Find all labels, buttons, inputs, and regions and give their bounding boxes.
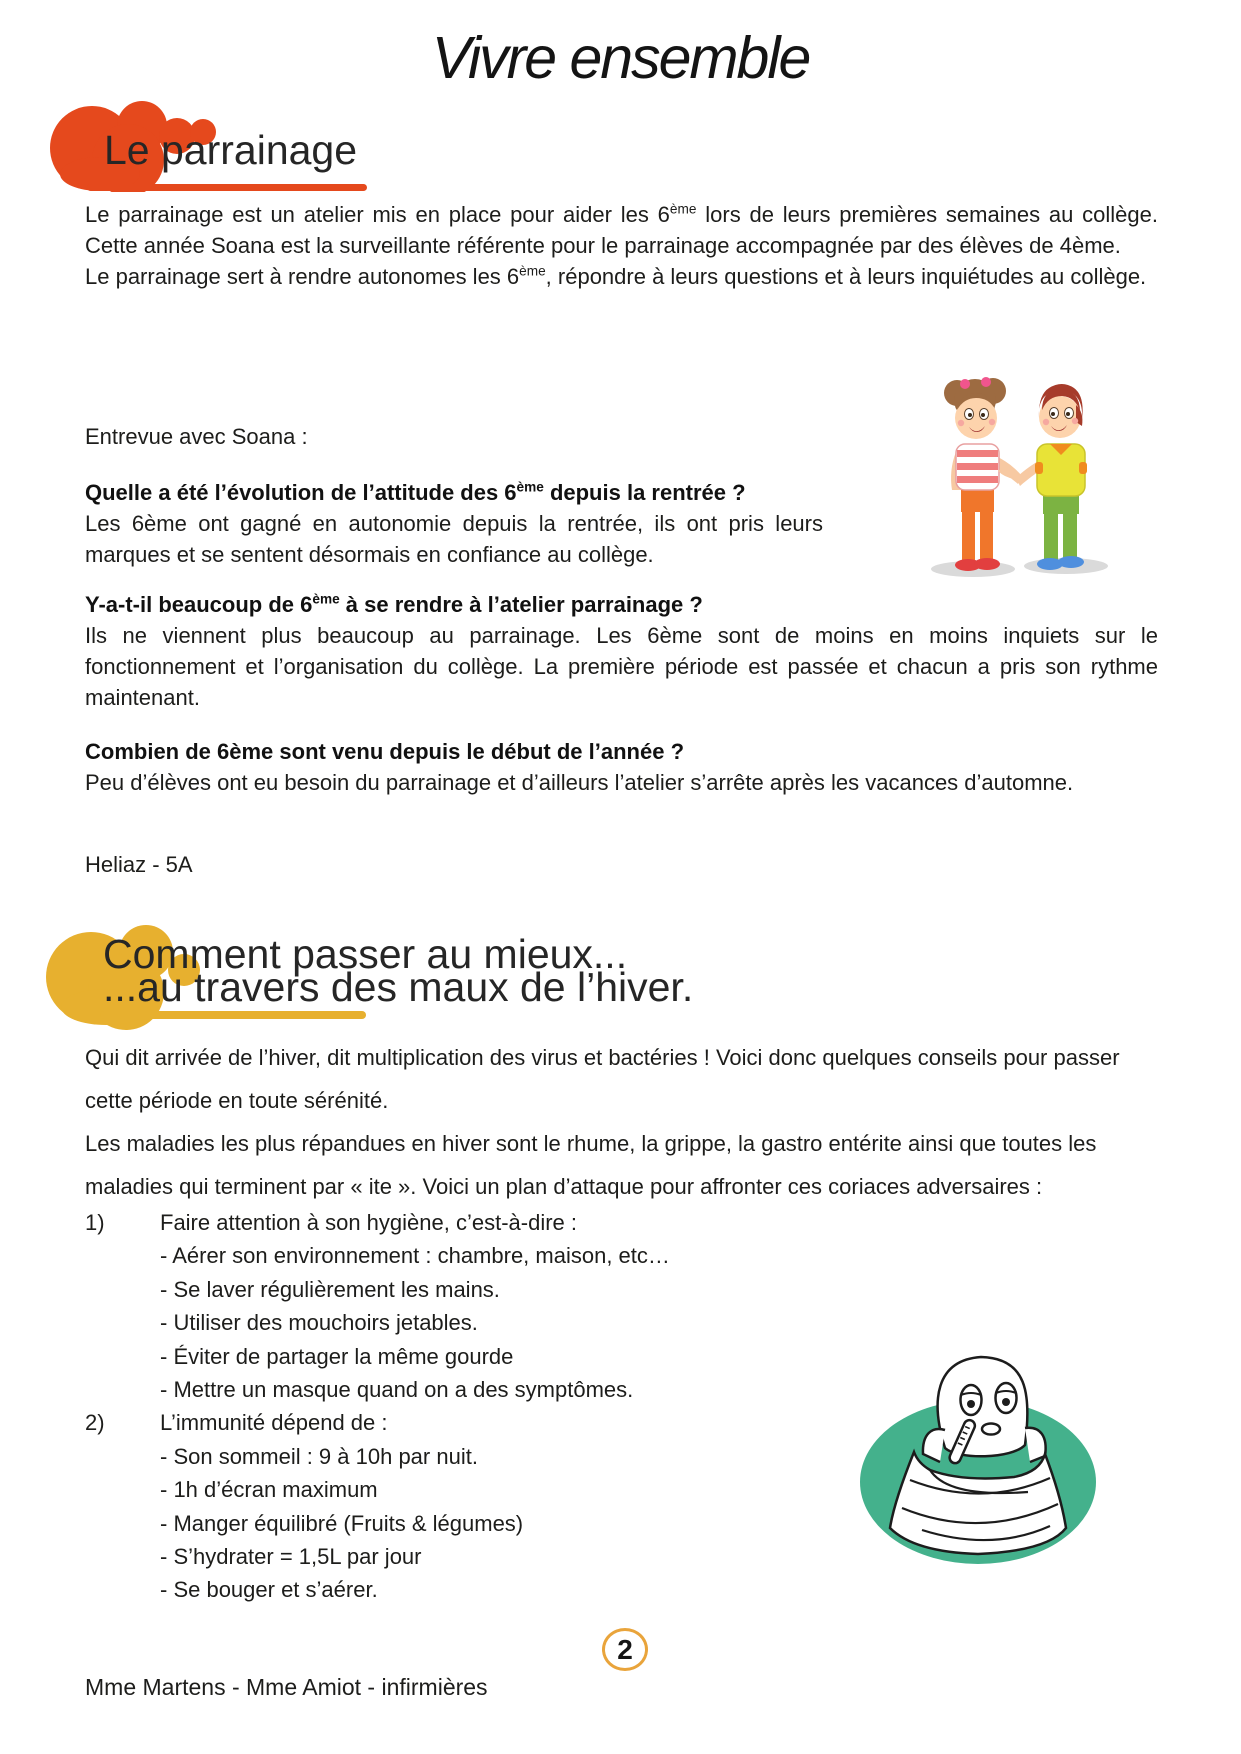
- list-subitem: - Se laver régulièrement les mains.: [160, 1276, 500, 1302]
- page-title: Vivre ensemble: [431, 25, 810, 91]
- advice-list: [85, 1206, 865, 1607]
- heading-line-2: ...au travers des maux de l’hiver.: [103, 964, 694, 1010]
- list-subitem: - Utiliser des mouchoirs jetables.: [160, 1310, 478, 1336]
- boy-figure: [998, 384, 1087, 570]
- heading-line-1: Comment passer au mieux...: [103, 931, 628, 977]
- interview-qa-2: [85, 589, 1158, 713]
- question-1: Quelle a été l’évolution de l’attitude des 6ème depuis la rentrée ?: [85, 479, 746, 505]
- sick-character-illustration: [852, 1330, 1104, 1568]
- list-number: 2): [85, 1410, 105, 1436]
- section-heading-hiver: [103, 931, 694, 1010]
- orange-underline: [87, 184, 367, 191]
- section-heading-parrainage: Le parrainage: [104, 127, 358, 173]
- list-text: Faire attention à son hygiène, c’est-à-dire :: [160, 1210, 578, 1235]
- paragraph: Le parrainage est un atelier mis en place pour aider les 6ème lors de leurs premières semaines au collège. Cette année Soana est la surveillante référente pour le parrainage accompagnée par des élèves de 4ème.: [85, 201, 1158, 258]
- list-subitem: - Mettre un masque quand on a des symptômes.: [160, 1377, 634, 1403]
- article-signature: Heliaz - 5A: [85, 852, 193, 877]
- list-subitem: - S’hydrater = 1,5L par jour: [160, 1544, 422, 1570]
- interview-qa-3: [85, 736, 1158, 798]
- list-text: L’immunité dépend de :: [160, 1410, 388, 1436]
- question-2: Y-a-t-il beaucoup de 6ème à se rendre à l’atelier parrainage ?: [85, 591, 703, 617]
- interview-qa-1: [85, 477, 823, 570]
- paragraph: Les maladies les plus répandues en hiver sont le rhume, la grippe, la gastro entérite ainsi que toutes les maladies qui terminent par « ite ». Voici un plan d’attaque pour affronter ces coriaces adversaires :: [85, 1131, 1097, 1199]
- list-subitem: - Son sommeil : 9 à 10h par nuit.: [160, 1443, 478, 1469]
- answer-3: Peu d’élèves ont eu besoin du parrainage et d’ailleurs l’atelier s’arrête après les vacances d’automne.: [85, 770, 1074, 795]
- list-subitem: - Aérer son environnement : chambre, maison, etc…: [160, 1243, 670, 1269]
- list-subitem: - Se bouger et s’aérer.: [160, 1577, 378, 1603]
- parrainage-intro: [85, 199, 1158, 292]
- answer-2: Ils ne viennent plus beaucoup au parrainage. Les 6ème sont de moins en moins inquiets sur le fonctionnement et l’organisation du collège. La première période est passée et chacun a pris son rythme maintenant.: [85, 623, 1158, 710]
- list-item: [85, 1406, 865, 1439]
- footer-authors: Mme Martens - Mme Amiot - infirmières: [85, 1674, 488, 1700]
- hiver-intro: [85, 1036, 1162, 1208]
- list-item: [85, 1206, 865, 1239]
- yellow-underline: [100, 1011, 366, 1019]
- list-subitem: - 1h d’écran maximum: [160, 1477, 378, 1503]
- list-number: 1): [85, 1210, 105, 1235]
- page-number-badge: 2: [602, 1628, 648, 1671]
- answer-1: Les 6ème ont gagné en autonomie depuis la rentrée, ils ont pris leurs marques et se sentent désormais en confiance au collège.: [85, 511, 823, 567]
- list-subitem: - Éviter de partager la même gourde: [160, 1343, 514, 1369]
- interview-label: Entrevue avec Soana :: [85, 424, 308, 449]
- kids-talking-illustration: [916, 360, 1118, 582]
- paragraph: Qui dit arrivée de l’hiver, dit multiplication des virus et bactéries ! Voici donc quelques conseils pour passer cette période en toute sérénité.: [85, 1045, 1120, 1113]
- list-subitem: - Manger équilibré (Fruits & légumes): [160, 1510, 524, 1536]
- paragraph: Le parrainage sert à rendre autonomes les 6ème, répondre à leurs questions et à leurs inquiétudes au collège.: [85, 263, 1147, 289]
- question-3: Combien de 6ème sont venu depuis le début de l’année ?: [85, 739, 685, 764]
